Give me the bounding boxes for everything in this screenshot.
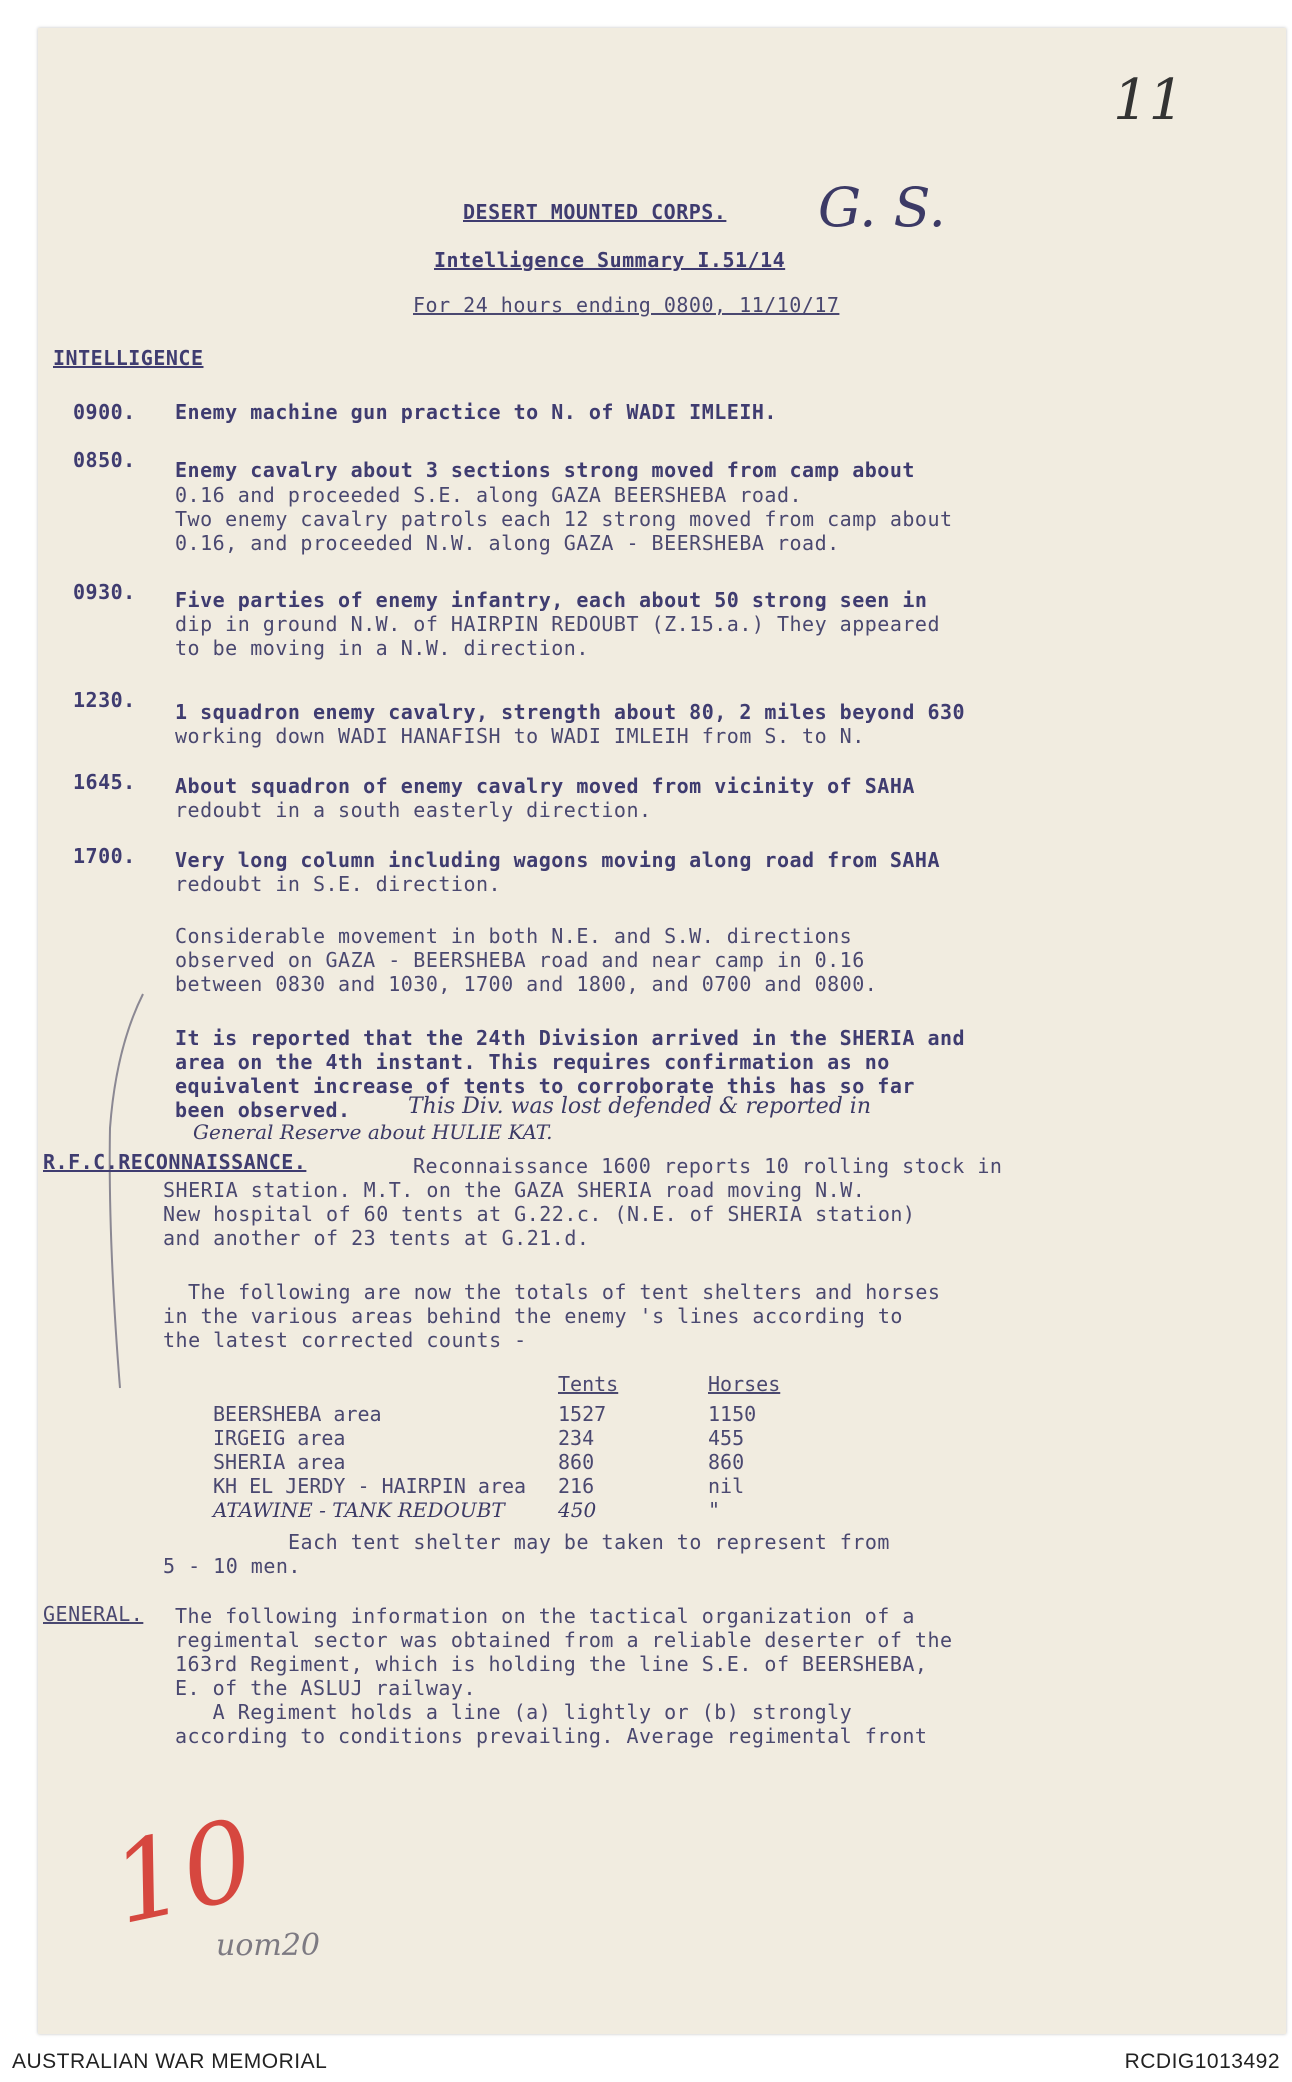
entry-time: 0850. bbox=[73, 448, 136, 472]
totals-paragraph-line: The following are now the totals of tent shelters and horses bbox=[188, 1280, 941, 1304]
movement-paragraph-line: Considerable movement in both N.E. and S.W. directions bbox=[175, 924, 853, 948]
table-row bbox=[213, 1450, 780, 1474]
table-row bbox=[213, 1474, 780, 1498]
area-cell: BEERSHEBA area bbox=[213, 1402, 382, 1426]
division-paragraph-line: area on the 4th instant. This requires confirmation as no bbox=[175, 1050, 890, 1074]
tents-cell: 860 bbox=[558, 1450, 595, 1474]
general-line: A Regiment holds a line (a) lightly or (b) strongly bbox=[175, 1700, 853, 1724]
rfc-line: and another of 23 tents at G.21.d. bbox=[163, 1226, 590, 1250]
area-cell: IRGEIG area bbox=[213, 1426, 346, 1450]
entry-line: to be moving in a N.W. direction. bbox=[175, 636, 589, 660]
area-cell: SHERIA area bbox=[213, 1450, 346, 1474]
horses-column-header: Horses bbox=[708, 1372, 781, 1396]
intelligence-heading: INTELLIGENCE bbox=[53, 346, 204, 370]
document-sheet bbox=[38, 28, 1286, 2034]
table-row bbox=[213, 1498, 780, 1522]
general-line: E. of the ASLUJ railway. bbox=[175, 1676, 476, 1700]
rfc-line: New hospital of 60 tents at G.22.c. (N.E. of SHERIA station) bbox=[163, 1202, 916, 1226]
general-line: The following information on the tactical organization of a bbox=[175, 1604, 915, 1628]
entry-line: 0.16, and proceeded N.W. along GAZA - BEERSHEBA road. bbox=[175, 531, 840, 555]
general-label: GENERAL. bbox=[43, 1602, 144, 1626]
horses-cell: 1150 bbox=[708, 1402, 757, 1426]
division-paragraph-line: been observed. bbox=[175, 1098, 351, 1122]
table-header-row bbox=[213, 1366, 780, 1402]
entry-time: 1230. bbox=[73, 688, 136, 712]
tent-horse-counts-table bbox=[213, 1366, 780, 1522]
totals-paragraph-line: the latest corrected counts - bbox=[163, 1328, 527, 1352]
rfc-line: SHERIA station. M.T. on the GAZA SHERIA road moving N.W. bbox=[163, 1178, 866, 1202]
entry-time: 1645. bbox=[73, 770, 136, 794]
footer-left: AUSTRALIAN WAR MEMORIAL bbox=[12, 2050, 328, 2073]
period-heading: For 24 hours ending 0800, 11/10/17 bbox=[413, 293, 840, 317]
footer-right: RCDIG1013492 bbox=[1124, 2050, 1280, 2073]
entry-line: Two enemy cavalry patrols each 12 strong moved from camp about bbox=[175, 507, 953, 531]
area-cell: KH EL JERDY - HAIRPIN area bbox=[213, 1474, 527, 1498]
totals-paragraph-line: in the various areas behind the enemy 's lines according to bbox=[163, 1304, 903, 1328]
tents-cell: 216 bbox=[558, 1474, 595, 1498]
summary-heading: Intelligence Summary I.51/14 bbox=[434, 248, 786, 272]
handwritten-note-line2: General Reserve about HULIE KAT. bbox=[193, 1120, 553, 1144]
horses-cell: " bbox=[708, 1498, 721, 1522]
horses-cell: nil bbox=[708, 1474, 745, 1498]
movement-paragraph-line: observed on GAZA - BEERSHEBA road and near camp in 0.16 bbox=[175, 948, 865, 972]
table-row bbox=[213, 1426, 780, 1450]
general-line: 163rd Regiment, which is holding the line S.E. of BEERSHEBA, bbox=[175, 1652, 928, 1676]
entry-time: 0900. bbox=[73, 400, 136, 424]
entry-line: Five parties of enemy infantry, each about 50 strong seen in bbox=[175, 588, 928, 612]
corps-heading: DESERT MOUNTED CORPS. bbox=[463, 200, 727, 224]
entry-line: redoubt in a south easterly direction. bbox=[175, 798, 652, 822]
entry-line: 0.16 and proceeded S.E. along GAZA BEERSHEBA road. bbox=[175, 483, 803, 507]
pencil-bracket bbox=[98, 988, 158, 1408]
tents-column-header: Tents bbox=[558, 1372, 619, 1396]
area-cell: ATAWINE - TANK REDOUBT bbox=[213, 1498, 505, 1522]
tents-cell: 450 bbox=[558, 1498, 597, 1522]
tent-note-line: Each tent shelter may be taken to represent from bbox=[288, 1530, 890, 1554]
rfc-line: Reconnaissance 1600 reports 10 rolling stock in bbox=[413, 1154, 1003, 1178]
general-line: according to conditions prevailing. Average regimental front bbox=[175, 1724, 928, 1748]
general-line: regimental sector was obtained from a reliable deserter of the bbox=[175, 1628, 953, 1652]
entry-line: About squadron of enemy cavalry moved from vicinity of SAHA bbox=[175, 774, 915, 798]
division-paragraph-line: equivalent increase of tents to corroborate this has so far bbox=[175, 1074, 915, 1098]
table-row bbox=[213, 1402, 780, 1426]
division-paragraph-line: It is reported that the 24th Division arrived in the SHERIA and bbox=[175, 1026, 966, 1050]
rfc-label: R.F.C.RECONNAISSANCE. bbox=[43, 1150, 307, 1174]
pencil-note: uom20 bbox=[216, 1928, 321, 1963]
tent-note-line: 5 - 10 men. bbox=[163, 1554, 301, 1578]
entry-time: 0930. bbox=[73, 580, 136, 604]
tents-cell: 1527 bbox=[558, 1402, 607, 1426]
red-crayon-mark: 10 bbox=[101, 1794, 265, 1950]
tents-cell: 234 bbox=[558, 1426, 595, 1450]
entry-line: redoubt in S.E. direction. bbox=[175, 872, 502, 896]
entry-line: working down WADI HANAFISH to WADI IMLEIH from S. to N. bbox=[175, 724, 865, 748]
horses-cell: 860 bbox=[708, 1450, 745, 1474]
horses-cell: 455 bbox=[708, 1426, 745, 1450]
entry-line: Enemy machine gun practice to N. of WADI IMLEIH. bbox=[175, 400, 777, 424]
movement-paragraph-line: between 0830 and 1030, 1700 and 1800, and 0700 and 0800. bbox=[175, 972, 878, 996]
entry-line: 1 squadron enemy cavalry, strength about 80, 2 miles beyond 630 bbox=[175, 700, 966, 724]
handwritten-note-line1: This Div. was lost defended & reported in bbox=[408, 1094, 871, 1119]
entry-time: 1700. bbox=[73, 844, 136, 868]
entry-line: Very long column including wagons moving along road from SAHA bbox=[175, 848, 941, 872]
entry-line: dip in ground N.W. of HAIRPIN REDOUBT (Z.15.a.) They appeared bbox=[175, 612, 941, 636]
gs-initials: G. S. bbox=[818, 176, 946, 239]
entry-line: Enemy cavalry about 3 sections strong moved from camp about bbox=[175, 458, 915, 482]
folio-number: 11 bbox=[1113, 68, 1185, 133]
